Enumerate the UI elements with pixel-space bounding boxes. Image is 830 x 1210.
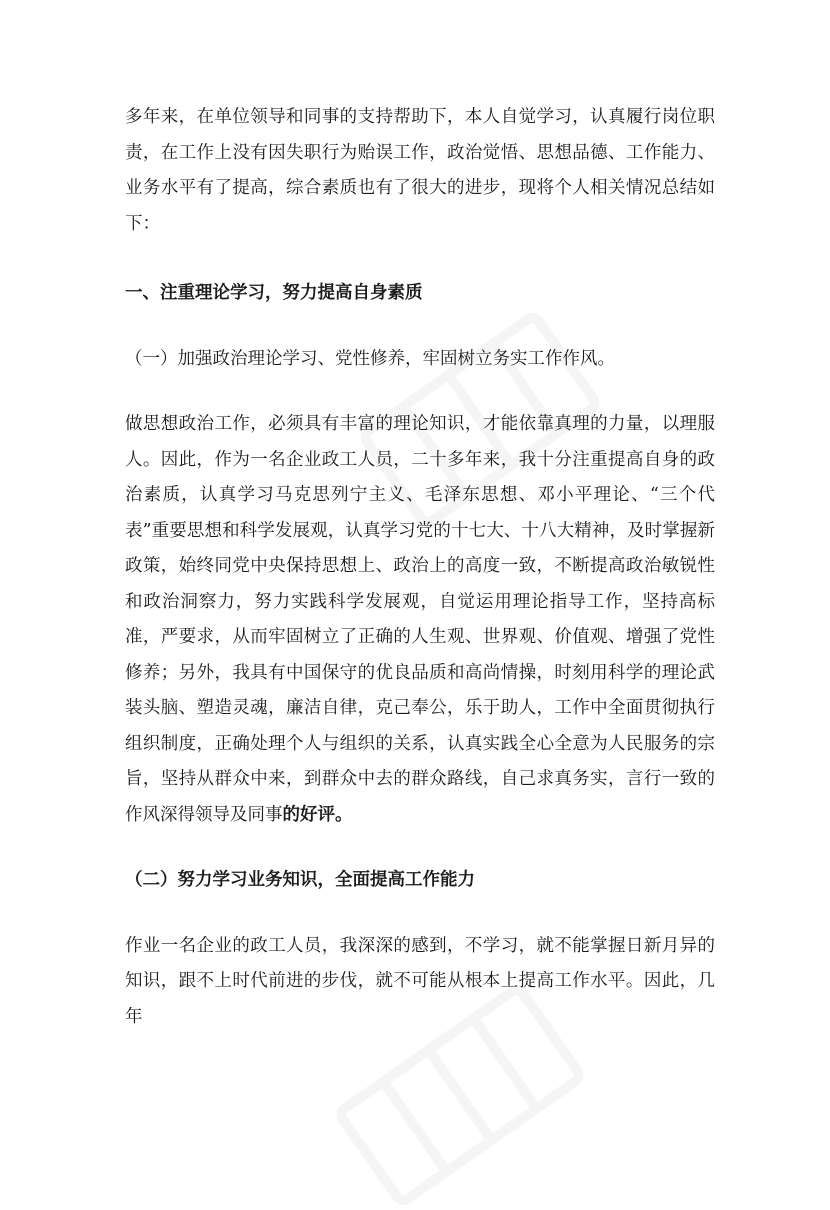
- section-heading: 一、注重理论学习，努力提高自身素质: [125, 283, 423, 303]
- subsection-heading: （二）努力学习业务知识，全面提高工作能力: [125, 870, 475, 890]
- intro-paragraph: 多年来，在单位领导和同事的支持帮助下，本人自觉学习，认真履行岗位职责，在工作上没有因失职行为贻误工作，政治觉悟、思想品德、工作能力、业务水平有了提高，综合素质也有了很大的进步，现将个人相关情况总结如下：: [125, 107, 715, 234]
- body-paragraph: [125, 407, 715, 833]
- document-body: [125, 100, 715, 1035]
- subsection-heading: （一）加强政治理论学习、党性修养，牢固树立务实工作作风。: [125, 348, 615, 369]
- body-paragraph-end: 的好评。: [282, 804, 353, 825]
- body-paragraph: 作业一名企业的政工人员，我深深的感到，不学习，就不能掌握日新月异的知识，跟不上时代前进的步伐，就不可能从根本上提高工作水平。因此，几年: [125, 935, 715, 1027]
- body-paragraph-text: 做思想政治工作，必须具有丰富的理论知识，才能依靠真理的力量，以理服人。因此，作为一名企业政工人员，二十多年来，我十分注重提高自身的政治素质，认真学习马克思列宁主义、毛泽东思想、邓小平理论、“三个代表”重要思想和科学发展观，认真学习党的十七大、十八大精神，及时掌握新政策，始终同党中央保持思想上、政治上的高度一致，不断提高政治敏锐性和政治洞察力，努力实践科学发展观，自觉运用理论指导工作，坚持高标准，严要求，从而牢固树立了正确的人生观、世界观、价值观、增强了党性修养；另外，我具有中国保守的优良品质和高尚情操，时刻用科学的理论武装头脑、塑造灵魂，廉洁自律，克己奉公，乐于助人，工作中全面贯彻执行组织制度，正确处理个人与组织的关系，认真实践全心全意为人民服务的宗旨，坚持从群众中来，到群众中去的群众路线，自己求真务实，言行一致的作风深得领导及同事: [125, 414, 715, 825]
